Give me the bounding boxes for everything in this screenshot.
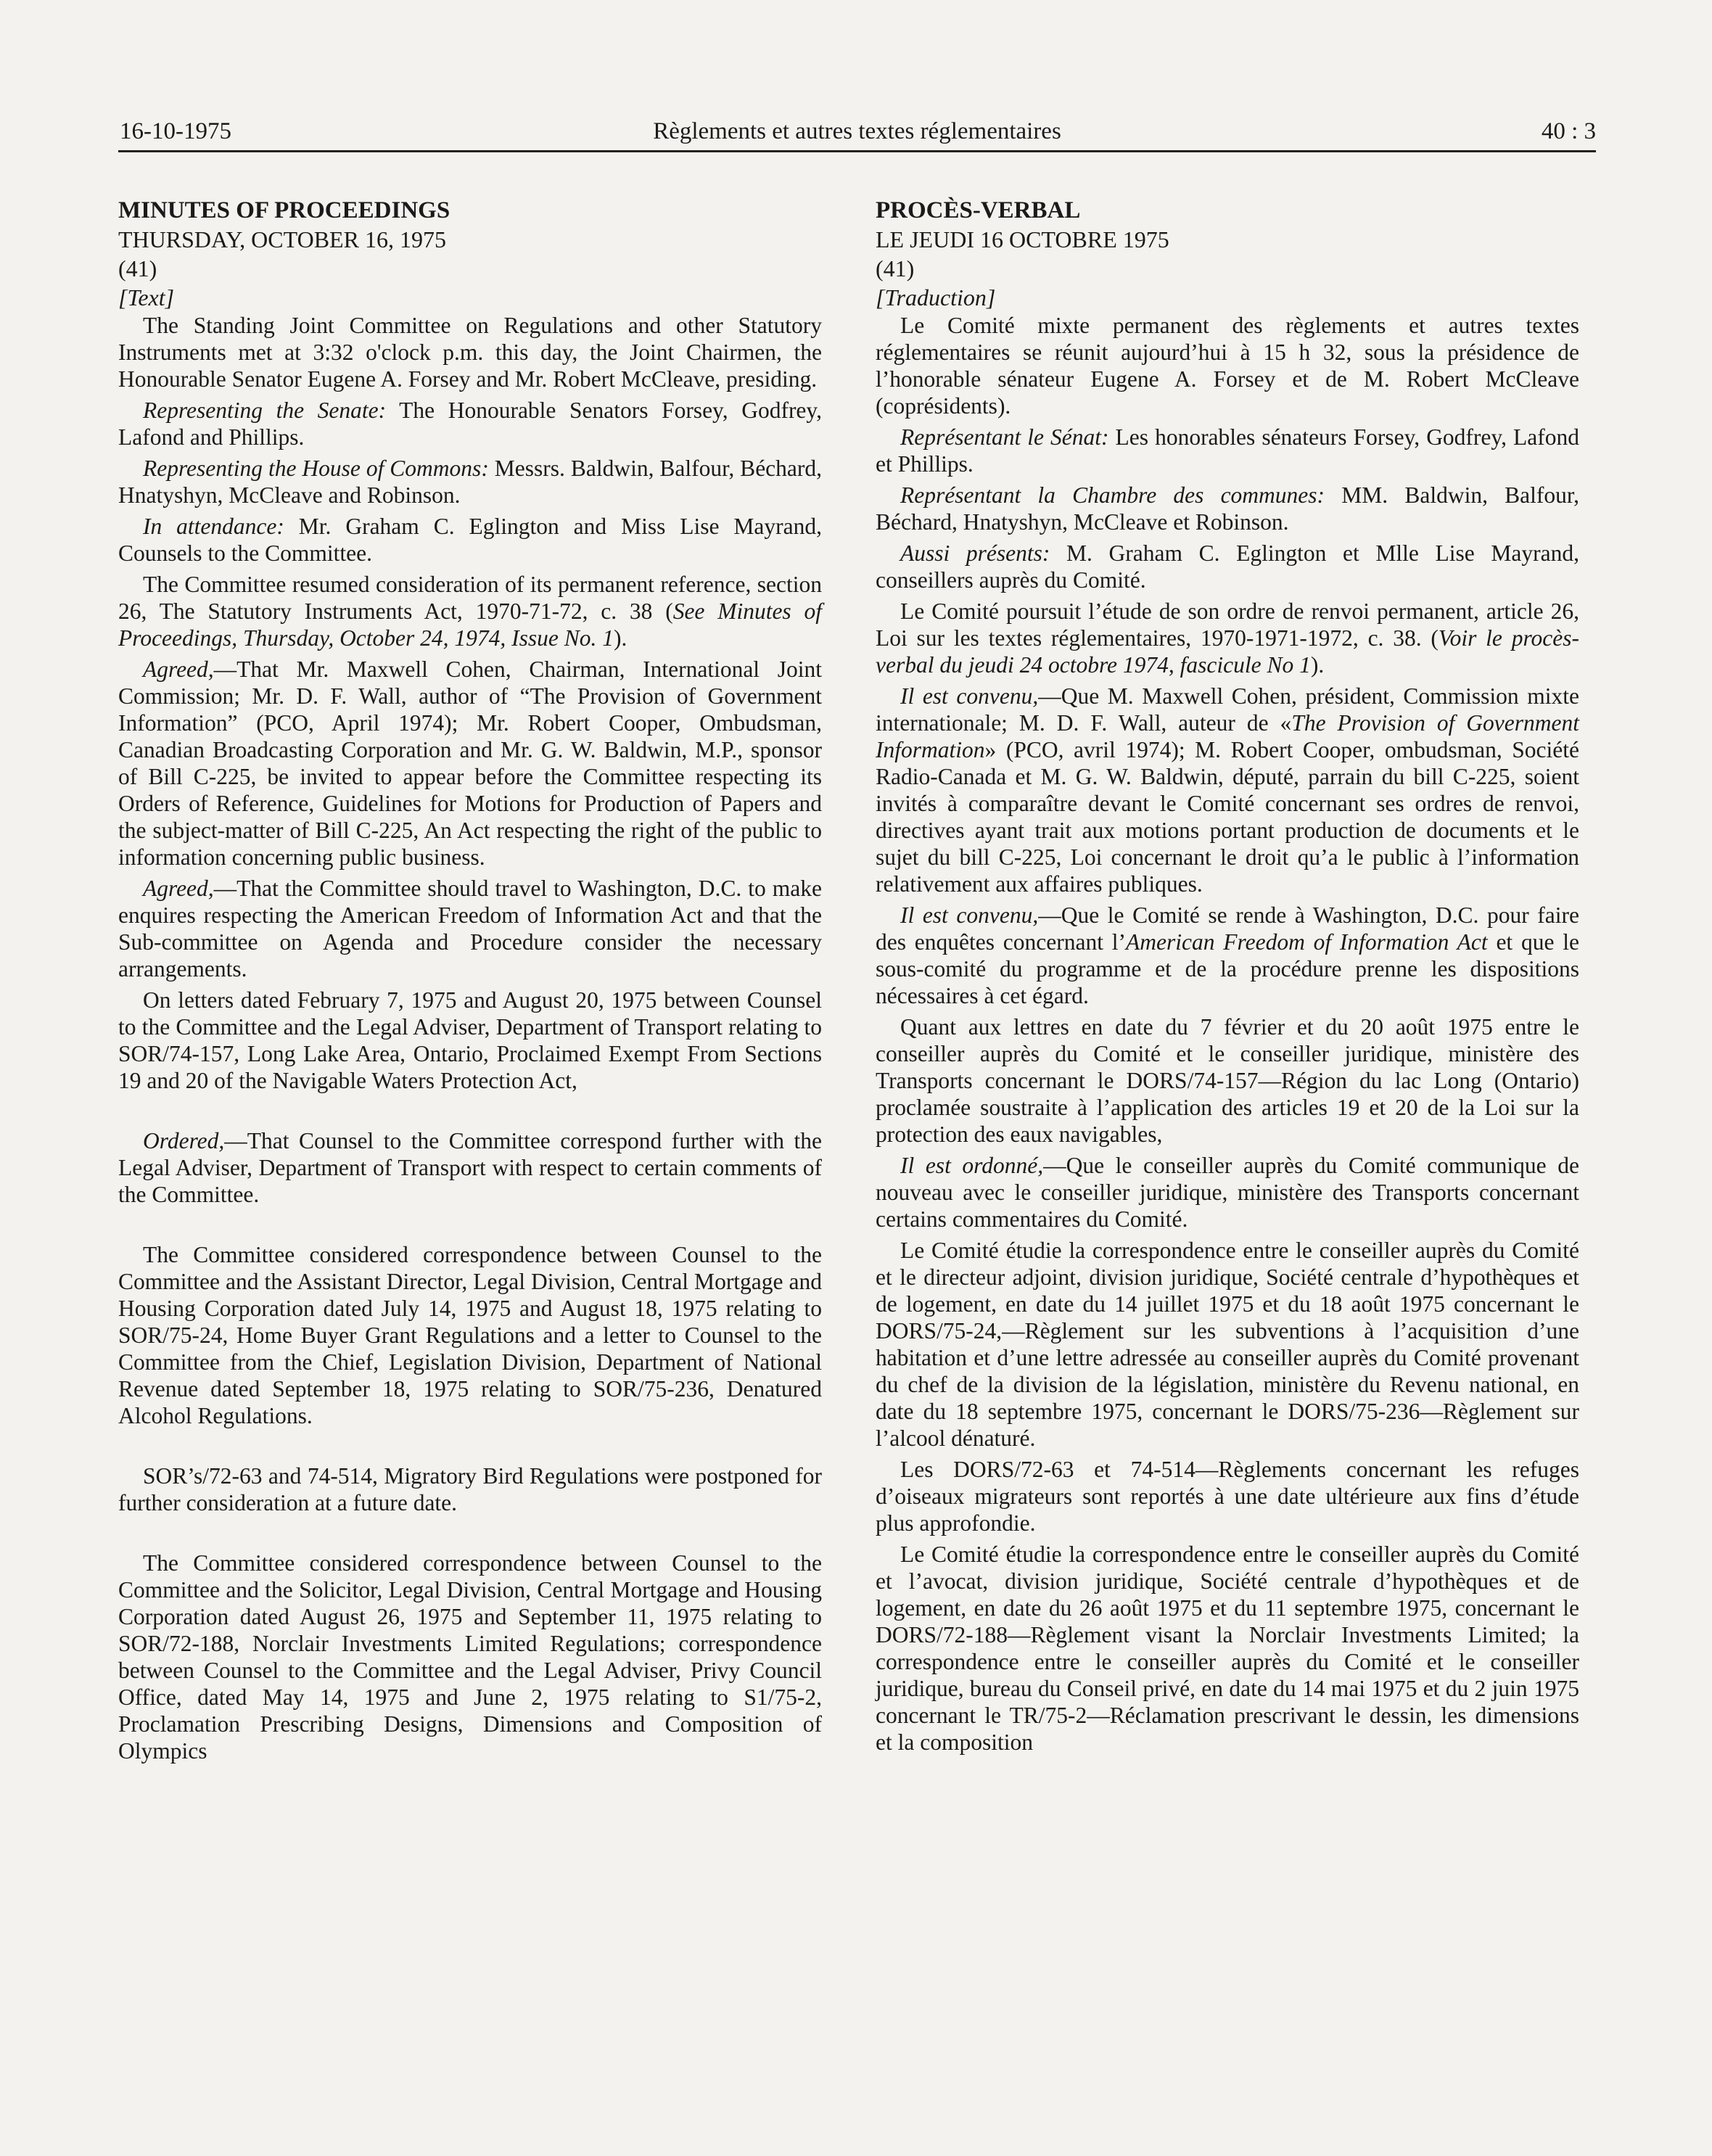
paragraph-letters: On letters dated February 7, 1975 and August 20, 1975 between Counsel to the Committee and the Legal Adviser, Department of Transport relating to SOR/74-157, Long Lake Area, Ontario, Proclaimed Exempt From Sections 19 and 20 of the Navigable Waters Protection Act, xyxy=(118,987,822,1093)
header-page-number: 40 : 3 xyxy=(1541,118,1596,144)
meeting-number-fr: (41) xyxy=(876,255,915,281)
paragraphe-senat: Représentant le Sénat: Les honorables sénateurs Forsey, Godfrey, Lafond et Phillips. xyxy=(876,424,1579,477)
meeting-date: THURSDAY, OCTOBER 16, 1975 xyxy=(118,226,446,252)
text-tag: [Text] xyxy=(118,284,175,310)
english-column xyxy=(118,196,822,1769)
paragraphe-convenu-temoins: Il est convenu,—Que M. Maxwell Cohen, président, Commission mixte internationale; M. D. F. Wall, auteur de «The Provision of Government Information» (PCO, avril 1974); M. Robert Cooper, ombudsman, Société Radio-Canada et M. G. W. Baldwin, député, parrain du bill C-225, soient invités à comparaître devant le Comité concernant ses ordres de renvoi, directives ayant trait aux motions portant production de documents et le sujet du bill C-225, Loi concernant le droit qu’a le public à l’information relativement aux affaires publiques. xyxy=(876,683,1579,897)
paragraphe-ouverture: Le Comité mixte permanent des règlements et autres textes réglementaires se réunit aujourd’hui à 15 h 32, sous la présidence de l’honorable sénateur Eugene A. Forsey et de M. Robert McCleave (coprésidents). xyxy=(876,313,1579,419)
header-date: 16-10-1975 xyxy=(120,118,231,144)
paragraphe-oiseaux: Les DORS/72-63 et 74-514—Règlements concernant les refuges d’oiseaux migrateurs sont reportés à une date ultérieure aux fins d’étude plus approfondie. xyxy=(876,1457,1579,1536)
paragraph-agreed-travel: Agreed,—That the Committee should travel to Washington, D.C. to make enquires respecting the American Freedom of Information Act and that the Sub-committee on Agenda and Procedure consider the necessary arrangements. xyxy=(118,876,822,982)
paragraphe-presents: Aussi présents: M. Graham C. Eglington et Mlle Lise Mayrand, conseillers auprès du Comité. xyxy=(876,540,1580,593)
paragraph-agreed-witnesses: Agreed,—That Mr. Maxwell Cohen, Chairman, International Joint Commission; Mr. D. F. Wall, author of “The Provision of Government Information” (PCO, April 1974); Mr. Robert Cooper, Ombudsman, Canadian Broadcasting Corporation and Mr. G. W. Baldwin, M.P., sponsor of Bill C-225, be invited to appear before the Committee respecting its Orders of Reference, Guidelines for Motions for Production of Papers and the subject-matter of Bill C-225, An Act respecting the right of the public to information concerning public business. xyxy=(118,657,822,870)
paragraphe-correspondence-2: Le Comité étudie la correspondence entre le conseiller auprès du Comité et l’avocat, division juridique, Société centrale d’hypothèques et de logement, en date du 26 août 1975 et du 11 septembre 1975, concernant le DORS/72-188—Règlement visant la Norclair Investments Limited; la correspondence entre le conseiller auprès du Comité et le conseiller juridique, bureau du Conseil privé, en date du 14 mai 1975 et du 2 juin 1975 concernant le TR/75-2—Réclamation prescrivant le dessin, les dimensions et la composition xyxy=(876,1542,1579,1755)
header-title: Règlements et autres textes réglementaires xyxy=(653,118,1061,144)
traduction-tag: [Traduction] xyxy=(876,284,996,310)
paragraph-attendance: In attendance: Mr. Graham C. Eglington and Miss Lise Mayrand, Counsels to the Committee. xyxy=(118,514,823,566)
paragraphe-ordonne: Il est ordonné,—Que le conseiller auprès du Comité communique de nouveau avec le conseiller juridique, ministère des Transports concernant certains commentaires du Comité. xyxy=(876,1153,1579,1232)
paragraph-opening: The Standing Joint Committee on Regulations and other Statutory Instruments met at 3:32 o'clock p.m. this day, the Joint Chairmen, the Honourable Senator Eugene A. Forsey and Mr. Robert McCleave, presiding. xyxy=(118,313,822,392)
paragraph-ordered: Ordered,—That Counsel to the Committee correspond further with the Legal Adviser, Department of Transport with respect to certain comments of the Committee. xyxy=(118,1128,822,1207)
paragraphe-renvoi: Le Comité poursuit l’étude de son ordre de renvoi permanent, article 26, Loi sur les textes réglementaires, 1970-1971-1972, c. 38. (Voir le procès-verbal du jeudi 24 octobre 1974, fascicule No 1). xyxy=(876,598,1579,678)
paragraphe-convenu-washington: Il est convenu,—Que le Comité se rende à Washington, D.C. pour faire des enquêtes concernant l’American Freedom of Information Act et que le sous-comité du programme et de la procédure prenne les dispositions nécessaires à cet égard. xyxy=(876,902,1579,1008)
paragraph-migratory: SOR’s/72-63 and 74-514, Migratory Bird Regulations were postponed for further consideration at a future date. xyxy=(118,1463,822,1515)
minutes-heading: MINUTES OF PROCEEDINGS xyxy=(118,197,450,223)
paragraph-correspondence-2: The Committee considered correspondence between Counsel to the Committee and the Solicitor, Legal Division, Central Mortgage and Housing Corporation dated August 26, 1975 and September 11, 1975 relating to SOR/72-188, Norclair Investments Limited Regulations; correspondence between Counsel to the Committee and the Legal Adviser, Privy Council Office, dated May 14, 1975 and June 2, 1975 relating to S1/75-2, Proclamation Prescribing Designs, Dimensions and Composition of Olympics xyxy=(118,1550,822,1764)
paragraph-commons: Representing the House of Commons: Messrs. Baldwin, Balfour, Béchard, Hnatyshyn, McCleave and Robinson. xyxy=(118,456,823,508)
french-column xyxy=(876,196,1579,1760)
meeting-number: (41) xyxy=(118,255,157,281)
proces-verbal-heading: PROCÈS-VERBAL xyxy=(876,197,1081,223)
paragraph-correspondence-1: The Committee considered correspondence between Counsel to the Committee and the Assistant Director, Legal Division, Central Mortgage and Housing Corporation dated July 14, 1975 and August 18, 1975 relating to SOR/75-24, Home Buyer Grant Regulations and a letter to Counsel to the Committee from the Chief, Legislation Division, Department of National Revenue dated September 18, 1975 relating to SOR/75-236, Denatured Alcohol Regulations. xyxy=(118,1242,822,1428)
paragraph-senate: Representing the Senate: The Honourable Senators Forsey, Godfrey, Lafond and Phillips. xyxy=(118,398,822,450)
paragraphe-correspondence-1: Le Comité étudie la correspondence entre le conseiller auprès du Comité et le directeur adjoint, division juridique, Société centrale d’hypothèques et de logement, en date du 14 juillet 1975 et du 18 août 1975 concernant le DORS/75-24,—Règlement sur les subventions à l’acquisition d’une habitation et d’une lettre adressée au conseiller auprès du Comité provenant du chef de la division de la législation, ministère du Revenu national, en date du 18 septembre 1975, concernant le DORS/75-236—Règlement sur l’alcool dénaturé. xyxy=(876,1238,1579,1451)
paragraphe-lettres: Quant aux lettres en date du 7 février et du 20 août 1975 entre le conseiller auprès du Comité et le conseiller juridique, ministère des Transports concernant le DORS/74-157—Région du lac Long (Ontario) proclamée soustraite à l’application des articles 19 et 20 de la Loi sur la protection des eaux navigables, xyxy=(876,1014,1579,1147)
page-header xyxy=(118,112,1596,152)
meeting-date-fr: LE JEUDI 16 OCTOBRE 1975 xyxy=(876,226,1169,252)
paragraphe-communes: Représentant la Chambre des communes: MM. Baldwin, Balfour, Béchard, Hnatyshyn, McCleave et Robinson. xyxy=(876,482,1579,535)
paragraph-resumed: The Committee resumed consideration of its permanent reference, section 26, The Statutory Instruments Act, 1970-71-72, c. 38 (See Minutes of Proceedings, Thursday, October 24, 1974, Issue No. 1). xyxy=(118,572,822,651)
